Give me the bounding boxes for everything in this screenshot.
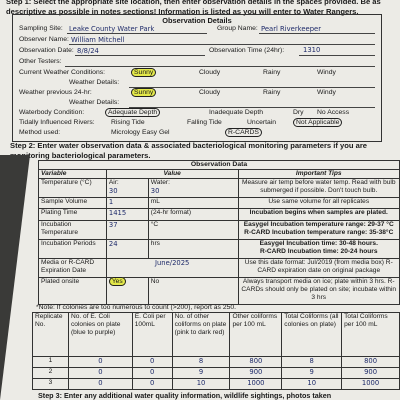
inc-period-tip: Easygel Incubation time: 30-48 hours. R-CARD Incubation time: 20-24 hours	[238, 240, 400, 259]
past-weather-sunny-selected[interactable]: Sunny	[131, 88, 156, 97]
date-value[interactable]: 8/8/24	[77, 47, 99, 55]
rep-header-other-count: No. of other coliforms on plate (pink to dark red)	[172, 313, 230, 357]
volume-value[interactable]: 1	[106, 198, 148, 209]
rep-3-ecoli-count[interactable]: 0	[68, 379, 132, 390]
current-weather-cloudy[interactable]: Cloudy	[199, 69, 221, 76]
water-value: 30	[150, 187, 160, 195]
method-label: Method used:	[19, 129, 61, 136]
tidal-not-applicable-selected[interactable]: Not Applicable	[293, 118, 342, 127]
volume-tip: Use same volume for all replicates	[238, 198, 400, 209]
step1-heading: Step 1: Select the appropriate site location, then enter observation details in the spaces provided. Be as descriptive as possible in notes sections! Information is listed as you will enter to Water Rangers.	[6, 0, 381, 16]
method-rcards-selected[interactable]: R-CARDS	[225, 128, 262, 137]
rep-3-other-count[interactable]: 10	[172, 379, 230, 390]
current-weather-label: Current Weather Conditions:	[19, 69, 106, 76]
current-weather-details-label: Weather Details:	[69, 79, 120, 86]
group-name-value[interactable]: Pearl Riverkeeper	[261, 25, 322, 33]
table-row	[33, 368, 400, 379]
waterbody-dry[interactable]: Dry	[293, 109, 304, 116]
date-label: Observation Date:	[19, 47, 74, 54]
inc-period-label: Incubation Periods	[39, 240, 107, 259]
colony-note: *Note: If colonies are too numerous to count (>200), report as 250.	[36, 304, 237, 311]
rep-1-ecoli-count[interactable]: 0	[68, 357, 132, 368]
inc-temp-tip: Easygel Incubation temperature range: 29-37 °C R-CARD Incubation temperature range: 35-38°C	[238, 221, 400, 240]
rep-3-number: 3	[33, 379, 69, 390]
rep-1-total-per-100[interactable]: 800	[342, 357, 400, 368]
current-weather-rainy[interactable]: Rainy	[263, 69, 281, 76]
onsite-tip: Always transport media on ice; plate within 3 hrs. R-CARDs should only be plated on site; incubate within 3 hrs	[238, 278, 400, 305]
rep-3-other-per-100[interactable]: 1000	[230, 379, 282, 390]
expiry-label: Media or R-CARD Expiration Date	[39, 259, 107, 278]
rep-1-total-count[interactable]: 8	[282, 357, 342, 368]
rep-2-ecoli-per-100[interactable]: 0	[132, 368, 172, 379]
col-variable: Variable	[39, 170, 107, 179]
rep-1-ecoli-per-100[interactable]: 0	[132, 357, 172, 368]
step2-heading: Step 2: Enter water observation data & associated bacteriological monitoring parameters if you are monitoring bacteriological parameters.	[10, 141, 368, 160]
rep-header-replicate: Replicate No.	[33, 313, 69, 357]
current-weather-sunny-selected[interactable]: Sunny	[131, 68, 156, 77]
inc-period-value[interactable]: 24	[106, 240, 148, 259]
rep-header-total-count: Total Coliforms (all colonies on plate)	[282, 313, 342, 357]
temperature-tip: Measure air temp before water temp. Read with bulb submerged if possible. Don't touch bulb.	[238, 179, 400, 198]
waterbody-no-access[interactable]: No Access	[317, 109, 350, 116]
past-weather-rainy[interactable]: Rainy	[263, 89, 281, 96]
method-easygel[interactable]: Micrology Easy Gel	[111, 129, 170, 136]
rep-header-other-per-100: Other coliforms per 100 mL	[230, 313, 282, 357]
rep-header-total-per-100: Total Coliforms per 100 mL	[342, 313, 400, 357]
air-cell[interactable]: Air: 30	[106, 179, 148, 198]
rep-3-total-per-100[interactable]: 1000	[342, 379, 400, 390]
past-weather-cloudy[interactable]: Cloudy	[199, 89, 221, 96]
onsite-yes-selected[interactable]: Yes	[109, 277, 126, 286]
plating-tip: Incubation begins when samples are plated.	[238, 209, 400, 221]
rep-header-ecoli-count: No. of E. Coli colonies on plate (blue to purple)	[68, 313, 132, 357]
waterbody-inadequate[interactable]: Inadequate Depth	[209, 109, 264, 116]
rep-2-other-count[interactable]: 9	[172, 368, 230, 379]
rep-1-other-count[interactable]: 8	[172, 357, 230, 368]
onsite-no[interactable]: No	[148, 278, 238, 305]
temperature-label: Temperature (°C)	[39, 179, 107, 198]
tidal-label: Tidally Influenced Rivers:	[19, 119, 95, 126]
col-tips: Important Tips	[238, 170, 400, 179]
rep-2-total-per-100[interactable]: 900	[342, 368, 400, 379]
expiry-value[interactable]: June/2025	[106, 259, 238, 278]
time-label: Observation Time (24hr):	[209, 47, 285, 54]
sampling-site-value[interactable]: Leake County Water Park	[69, 25, 155, 33]
rep-2-other-per-100[interactable]: 900	[230, 368, 282, 379]
past-weather-label: Weather previous 24-hr:	[19, 89, 92, 96]
rep-header-ecoli-per-100: E. Coli per 100mL	[132, 313, 172, 357]
onsite-label: Plated onsite	[39, 278, 107, 305]
past-weather-windy[interactable]: Windy	[317, 89, 336, 96]
onsite-yes-cell[interactable]	[106, 278, 148, 305]
volume-label: Sample Volume	[39, 198, 107, 209]
col-value: Value	[106, 170, 238, 179]
tidal-falling[interactable]: Falling Tide	[187, 119, 222, 126]
sampling-site-label: Sampling Site:	[19, 25, 63, 32]
rep-2-total-count[interactable]: 9	[282, 368, 342, 379]
inc-temp-label: Incubation Temperature	[39, 221, 107, 240]
air-value: 30	[108, 187, 118, 195]
inc-temp-value[interactable]: 37	[106, 221, 148, 240]
plating-value[interactable]: 1415	[106, 209, 148, 221]
step3-heading: Step 3: Enter any additional water quality information, wildlife sightings, photos taken	[38, 391, 332, 400]
past-weather-details-label: Weather Details:	[69, 99, 120, 106]
rep-2-number: 2	[33, 368, 69, 379]
volume-unit: mL	[148, 198, 238, 209]
observation-details-title: Observation Details	[162, 16, 232, 25]
table-row	[33, 357, 400, 368]
expiry-tip: Use this date format: Jul/2019 (from media box) R-CARD expiration date on original package	[238, 259, 400, 278]
inc-temp-unit: °C	[148, 221, 238, 240]
observation-data-table	[38, 160, 400, 305]
rep-2-ecoli-count[interactable]: 0	[68, 368, 132, 379]
observer-name-label: Observer Name:	[19, 36, 69, 43]
table-surface-shadow	[0, 155, 30, 400]
waterbody-adequate-selected[interactable]: Adequate Depth	[105, 108, 160, 117]
waterbody-label: Waterbody Condition:	[19, 109, 85, 116]
observation-details-box	[12, 14, 382, 142]
tidal-rising[interactable]: Rising Tide	[111, 119, 145, 126]
other-testers-label: Other Testers:	[19, 58, 62, 65]
time-value[interactable]: 1310	[303, 46, 321, 54]
current-weather-windy[interactable]: Windy	[317, 69, 336, 76]
rep-1-other-per-100[interactable]: 800	[230, 357, 282, 368]
inc-period-unit: hrs	[148, 240, 238, 259]
rep-3-total-count[interactable]: 10	[282, 379, 342, 390]
tidal-uncertain[interactable]: Uncertain	[247, 119, 277, 126]
rep-3-ecoli-per-100[interactable]: 0	[132, 379, 172, 390]
water-cell[interactable]: Water: 30	[148, 179, 238, 198]
plating-unit: (24-hr format)	[148, 209, 238, 221]
plating-label: Plating Time	[39, 209, 107, 221]
observation-data-title: Observation Data	[39, 161, 400, 170]
rep-1-number: 1	[33, 357, 69, 368]
replicate-table	[32, 312, 400, 390]
observer-name-value[interactable]: William Mitchell	[71, 36, 125, 44]
group-name-label: Group Name:	[217, 25, 258, 32]
table-row	[33, 379, 400, 390]
